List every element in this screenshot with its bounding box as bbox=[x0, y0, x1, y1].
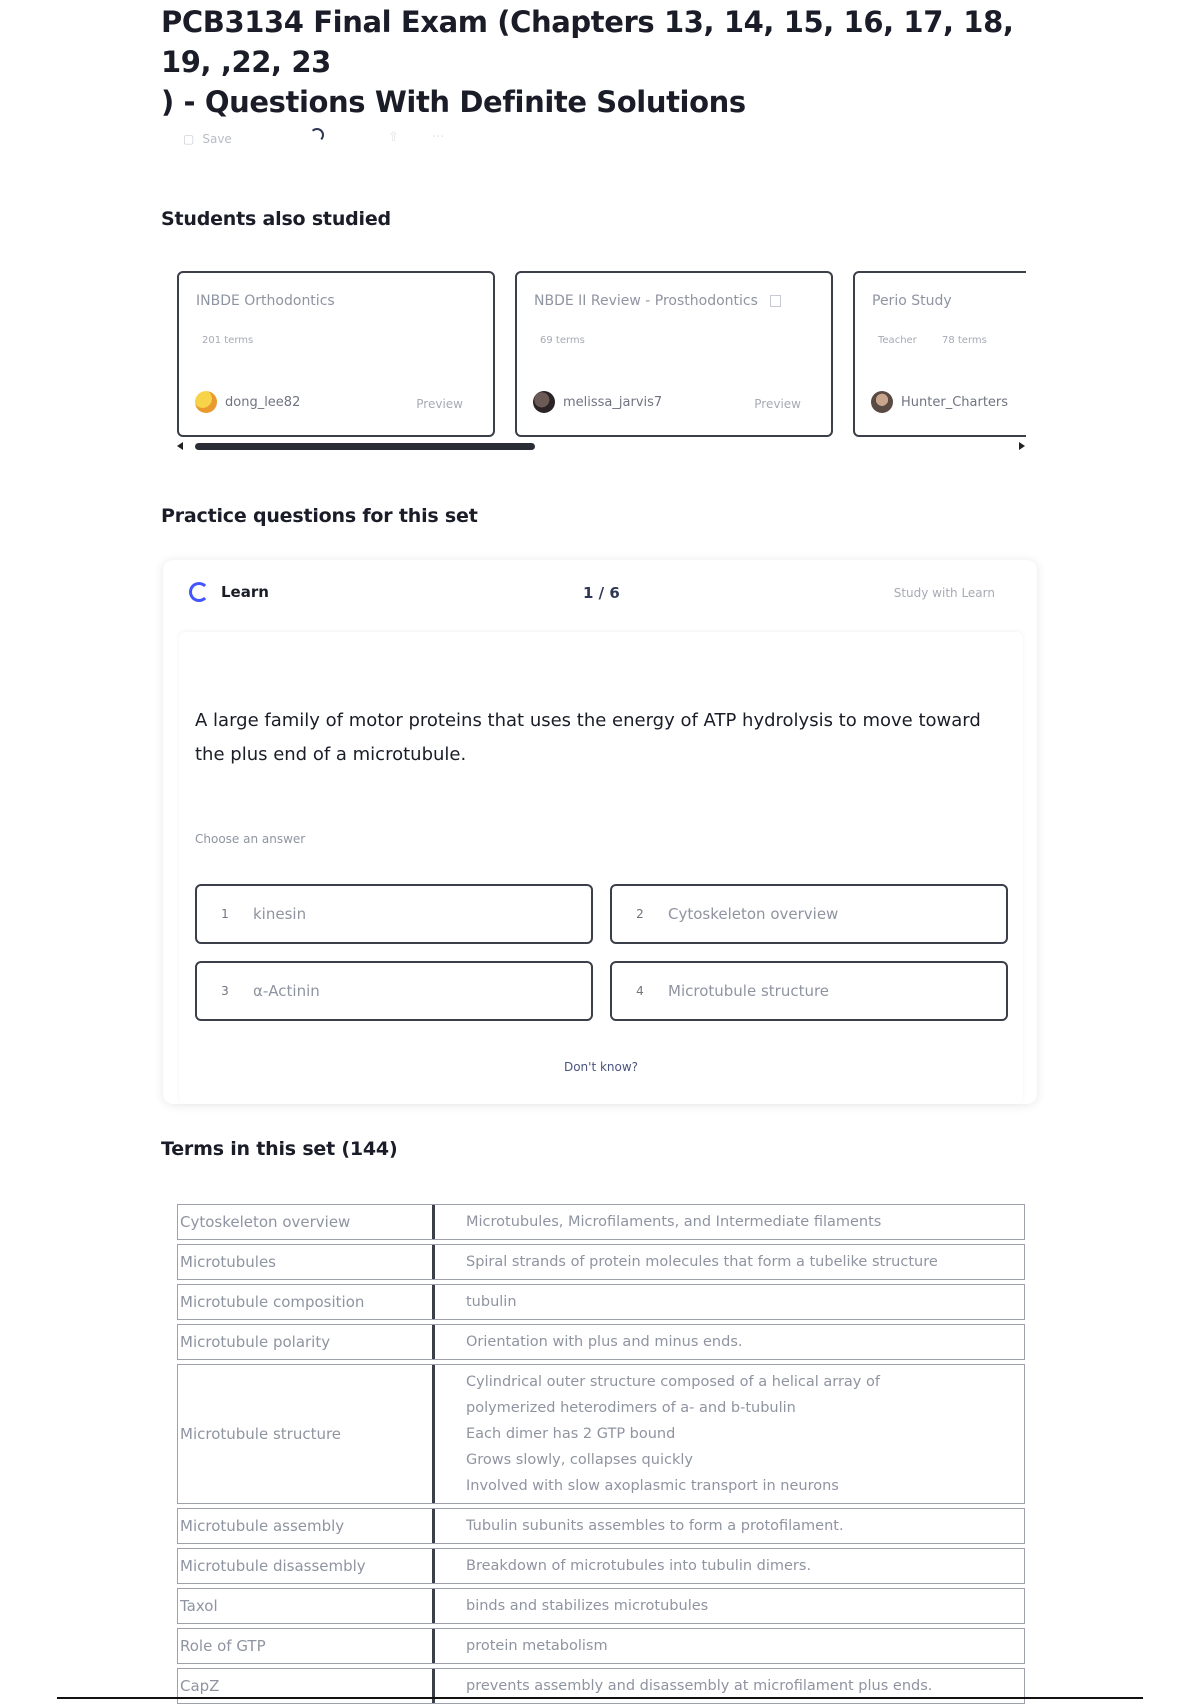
definition-line: binds and stabilizes microtubules bbox=[466, 1598, 709, 1614]
definition-line: Breakdown of microtubules into tubulin dimers. bbox=[466, 1558, 812, 1574]
term-cell: Microtubule composition bbox=[178, 1285, 435, 1319]
bookmark-icon: ▢ bbox=[183, 132, 195, 146]
card-username: melissa_jarvis7 bbox=[563, 394, 663, 410]
study-set-card[interactable] bbox=[515, 271, 833, 437]
option-number: 4 bbox=[636, 984, 644, 998]
page-title-line-2: ) - Questions With Definite Solutions bbox=[161, 85, 746, 119]
term-row bbox=[177, 1548, 1025, 1584]
term-row bbox=[177, 1324, 1025, 1360]
term-row bbox=[177, 1508, 1025, 1544]
question-counter: 1 / 6 bbox=[583, 584, 620, 602]
avatar bbox=[195, 391, 217, 413]
answer-option-1[interactable] bbox=[195, 884, 593, 944]
save-button[interactable] bbox=[183, 132, 232, 146]
answer-option-3[interactable] bbox=[195, 961, 593, 1021]
definition-line: Each dimer has 2 GTP bound bbox=[466, 1426, 676, 1442]
term-cell: CapZ bbox=[178, 1669, 435, 1703]
card-meta bbox=[878, 335, 1009, 346]
learn-label: Learn bbox=[221, 583, 269, 601]
card-user bbox=[871, 391, 1008, 413]
scroll-left-icon[interactable] bbox=[177, 442, 183, 450]
term-cell: Microtubule assembly bbox=[178, 1509, 435, 1543]
definition-cell bbox=[435, 1589, 1024, 1623]
avatar bbox=[871, 391, 893, 413]
definition-cell bbox=[435, 1549, 1024, 1583]
study-with-learn-link[interactable]: Study with Learn bbox=[893, 586, 995, 600]
option-text: α-Actinin bbox=[253, 982, 320, 1000]
card-term-count: 201 terms bbox=[202, 335, 254, 346]
option-text: Microtubule structure bbox=[668, 982, 830, 1000]
card-username: dong_lee82 bbox=[225, 394, 301, 410]
term-cell: Role of GTP bbox=[178, 1629, 435, 1663]
set-actions bbox=[183, 126, 232, 152]
definition-line: Involved with slow axoplasmic transport in neurons bbox=[466, 1478, 839, 1494]
term-cell: Microtubule disassembly bbox=[178, 1549, 435, 1583]
definition-line: Grows slowly, collapses quickly bbox=[466, 1452, 693, 1468]
answer-option-4[interactable] bbox=[610, 961, 1008, 1021]
term-row bbox=[177, 1284, 1025, 1320]
definition-line: tubulin bbox=[466, 1294, 517, 1310]
card-preview-button[interactable]: Preview bbox=[754, 397, 801, 411]
answer-option-2[interactable] bbox=[610, 884, 1008, 944]
avatar bbox=[533, 391, 555, 413]
practice-panel bbox=[163, 560, 1037, 1104]
definition-line: Cylindrical outer structure composed of a helical array of bbox=[466, 1374, 880, 1390]
option-number: 1 bbox=[221, 907, 229, 921]
term-row bbox=[177, 1364, 1025, 1504]
scroll-right-icon[interactable] bbox=[1019, 442, 1025, 450]
dont-know-link[interactable]: Don't know? bbox=[563, 1060, 639, 1074]
option-text: Cytoskeleton overview bbox=[668, 905, 839, 923]
definition-line: prevents assembly and disassembly at microfilament plus ends. bbox=[466, 1678, 933, 1694]
definition-line: Tubulin subunits assembles to form a protofilament. bbox=[466, 1518, 844, 1534]
card-term-count: 69 terms bbox=[540, 335, 585, 346]
save-label: Save bbox=[202, 132, 232, 146]
learn-mode-label bbox=[189, 582, 269, 602]
term-cell: Microtubules bbox=[178, 1245, 435, 1279]
card-term-count: 78 terms bbox=[941, 335, 987, 346]
term-row bbox=[177, 1244, 1025, 1280]
definition-cell bbox=[435, 1365, 1024, 1503]
term-cell: Taxol bbox=[178, 1589, 435, 1623]
term-row bbox=[177, 1204, 1025, 1240]
divider bbox=[57, 1697, 1143, 1699]
page-title bbox=[161, 2, 1061, 122]
card-user bbox=[533, 391, 662, 413]
option-number: 3 bbox=[221, 984, 229, 998]
definition-cell bbox=[435, 1629, 1024, 1663]
definition-cell bbox=[435, 1325, 1024, 1359]
card-username: Hunter_Charters bbox=[901, 394, 1009, 410]
card-title bbox=[534, 293, 781, 309]
students-also-studied-heading: Students also studied bbox=[161, 208, 391, 230]
card-meta bbox=[540, 335, 607, 346]
practice-questions-heading: Practice questions for this set bbox=[161, 505, 478, 527]
card-preview-button[interactable]: Preview bbox=[416, 397, 463, 411]
card-title: Perio Study bbox=[872, 293, 952, 309]
image-icon bbox=[770, 295, 781, 307]
terms-table bbox=[177, 1204, 1025, 1708]
option-text: kinesin bbox=[253, 905, 307, 923]
definition-line: Spiral strands of protein molecules that form a tubelike structure bbox=[466, 1254, 938, 1270]
study-set-card[interactable] bbox=[177, 271, 495, 437]
card-user bbox=[195, 391, 300, 413]
definition-line: Orientation with plus and minus ends. bbox=[466, 1334, 743, 1350]
term-row bbox=[177, 1628, 1025, 1664]
more-icon[interactable]: ··· bbox=[432, 130, 445, 145]
definition-cell bbox=[435, 1245, 1024, 1279]
carousel-scrollbar[interactable] bbox=[177, 442, 1025, 452]
term-cell: Microtubule polarity bbox=[178, 1325, 435, 1359]
learn-icon bbox=[189, 582, 209, 602]
students-also-studied-carousel bbox=[177, 271, 1026, 446]
question-text: A large family of motor proteins that uses the energy of ATP hydrolysis to move toward the plus end of a microtubule. bbox=[195, 710, 981, 765]
definition-cell bbox=[435, 1509, 1024, 1543]
definition-cell bbox=[435, 1205, 1024, 1239]
card-meta bbox=[202, 335, 275, 346]
definition-line: protein metabolism bbox=[466, 1638, 608, 1654]
study-set-card[interactable] bbox=[853, 271, 1026, 437]
definition-cell bbox=[435, 1285, 1024, 1319]
question-card bbox=[179, 632, 1023, 1104]
term-cell: Microtubule structure bbox=[178, 1365, 435, 1503]
loading-spinner-icon bbox=[310, 128, 324, 142]
card-role: Teacher bbox=[878, 335, 917, 346]
option-number: 2 bbox=[636, 907, 644, 921]
choose-answer-label: Choose an answer bbox=[195, 832, 306, 846]
terms-heading: Terms in this set (144) bbox=[161, 1138, 398, 1160]
page-title-line-1: PCB3134 Final Exam (Chapters 13, 14, 15, 16, 17, 18, 19, ,22, 23 bbox=[161, 5, 1014, 79]
term-row bbox=[177, 1588, 1025, 1624]
share-icon[interactable]: ⇧ bbox=[388, 130, 399, 145]
card-title-text: NBDE II Review - Prosthodontics bbox=[534, 293, 758, 309]
definition-line: Microtubules, Microfilaments, and Intermediate filaments bbox=[466, 1214, 882, 1230]
definition-line: polymerized heterodimers of a- and b-tubulin bbox=[466, 1400, 796, 1416]
scrollbar-thumb[interactable] bbox=[195, 443, 535, 450]
card-title: INBDE Orthodontics bbox=[196, 293, 335, 309]
term-cell: Cytoskeleton overview bbox=[178, 1205, 435, 1239]
